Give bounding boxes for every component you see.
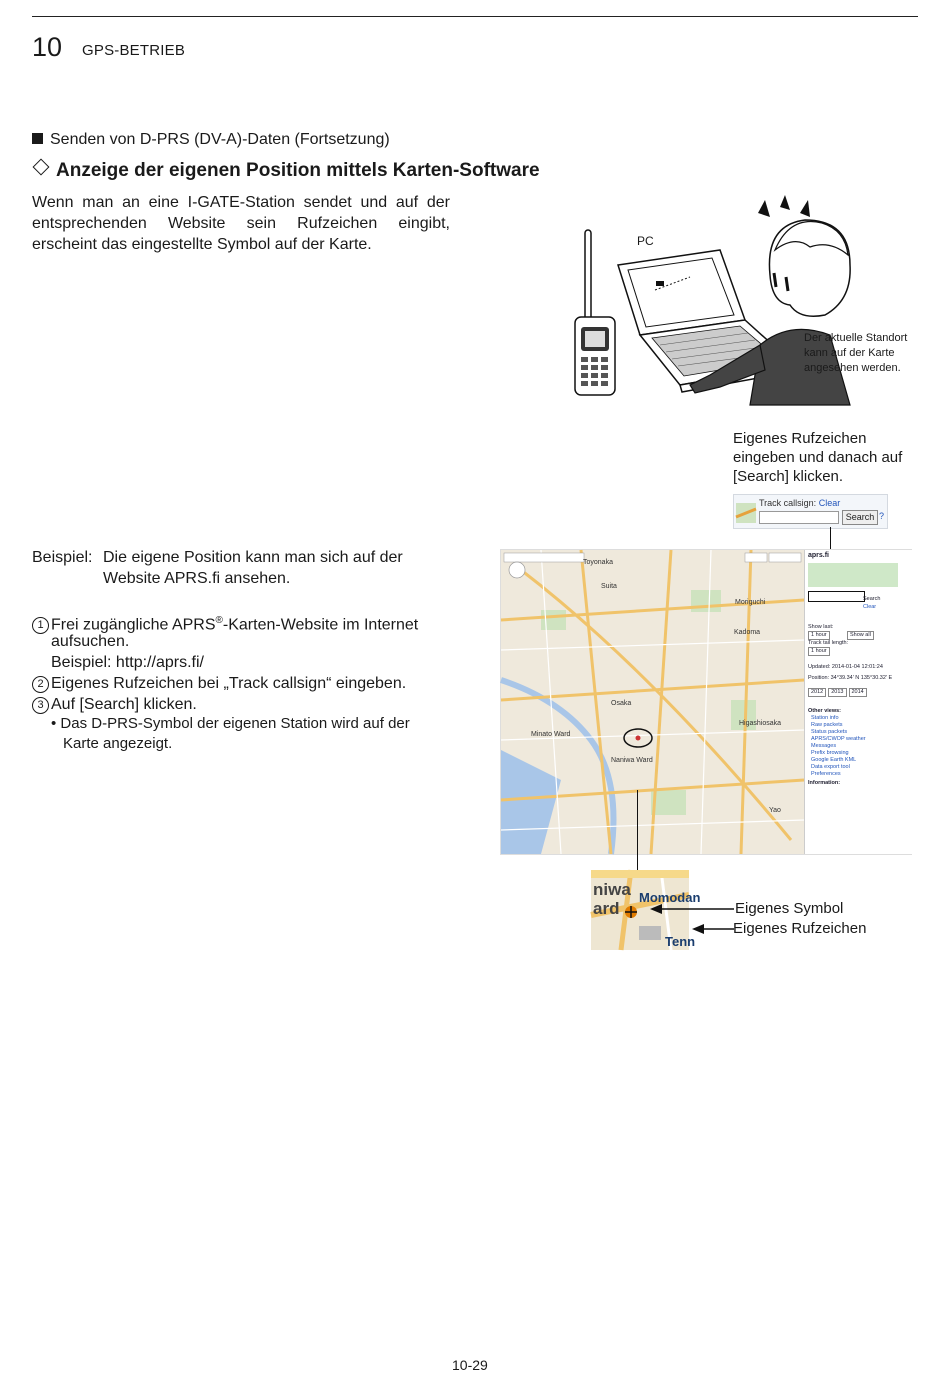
step-3: 3 Auf [Search] klicken. — [32, 694, 197, 715]
chapter-number: 10 — [32, 32, 63, 62]
zoom-callout-line — [637, 790, 638, 872]
place-label: Yao — [769, 807, 781, 814]
subheading-text: Anzeige der eigenen Position mittels Karten-Software — [56, 160, 540, 181]
track-tail-select[interactable]: 1 hour — [808, 647, 830, 656]
track-tail-label: Track tail length: — [808, 640, 849, 646]
intro-paragraph: Wenn man an eine I-GATE-Station sendet und auf der entsprechenden Website sein Rufzeichen eingibt, erscheint das eingestellte Symbol auf der Karte. — [32, 194, 450, 253]
place-label: Higashiosaka — [739, 720, 782, 727]
place-label: Naniwa Ward — [611, 757, 653, 764]
panel-link[interactable]: Messages — [811, 743, 837, 749]
step-number: 2 — [32, 676, 49, 693]
callsign-input[interactable] — [759, 511, 839, 524]
step-number: 3 — [32, 697, 49, 714]
show-last-label: Show last: — [808, 624, 834, 630]
subheading — [32, 159, 540, 183]
updated-text: Updated: 2014-01-04 12:01:24 — [808, 664, 883, 670]
aprs-side-panel — [804, 550, 912, 854]
search-button[interactable]: Search — [842, 510, 878, 525]
place-label: Osaka — [611, 700, 632, 707]
header-rule — [32, 16, 918, 17]
panel-clear[interactable]: Clear — [863, 604, 877, 610]
bullet-note: • Das D-PRS-Symbol der eigenen Station wird auf der — [51, 715, 410, 732]
example-text-cont: Website APRS.fi ansehen. — [103, 570, 291, 587]
panel-link[interactable]: Status packets — [811, 729, 848, 735]
panel-link[interactable]: Data export tool — [811, 764, 850, 770]
own-symbol-label: Eigenes Symbol — [735, 900, 844, 917]
callout-arrows — [650, 902, 735, 932]
place-label: Toyonaka — [583, 559, 613, 566]
example-text: Die eigene Position kann man sich auf der — [103, 549, 403, 566]
bullet-note-cont: Karte angezeigt. — [63, 735, 173, 752]
year-tab[interactable]: 2013 — [828, 688, 846, 697]
step-2: 2 Eigenes Rufzeichen bei „Track callsign“ eingeben. — [32, 673, 406, 694]
dprs-symbol-icon — [625, 906, 637, 918]
other-views-list — [811, 715, 866, 778]
zoom-label: Tenn — [665, 934, 696, 949]
year-tabs — [808, 688, 867, 697]
step-1-example: Beispiel: http://aprs.fi/ — [51, 654, 204, 671]
place-label: Moriguchi — [735, 599, 766, 606]
panel-link[interactable]: Prefix browsing — [811, 750, 849, 756]
own-callsign-label: Eigenes Rufzeichen — [733, 920, 867, 937]
page-number: 10-29 — [452, 1357, 488, 1373]
help-link[interactable]: ? — [879, 511, 885, 521]
map-view[interactable] — [501, 550, 804, 854]
speech-caption: Der aktuelle Standort kann auf der Karte angesehen werden. — [804, 332, 908, 374]
section-title — [32, 130, 390, 149]
year-tab[interactable]: 2012 — [808, 688, 826, 697]
example-label: Beispiel: — [32, 549, 93, 566]
square-bullet-icon — [32, 133, 43, 144]
panel-search[interactable]: Search — [863, 596, 881, 602]
chapter-title: GPS-BETRIEB — [82, 42, 186, 59]
site-name: aprs.fi — [808, 552, 830, 559]
ad-area — [808, 563, 898, 587]
panel-link[interactable]: Google Earth KML — [811, 757, 857, 763]
zoom-label: ard — [593, 899, 620, 918]
year-tab[interactable]: 2014 — [849, 688, 867, 697]
step-1: 1 Frei zugängliche APRS®-Karten-Website im Internet — [32, 610, 452, 635]
other-views-heading: Other views: — [808, 708, 842, 714]
section-title-text: Senden von D-PRS (DV-A)-Daten (Fortsetzung) — [50, 131, 390, 148]
panel-link[interactable]: APRS/CWOP weather — [811, 736, 866, 742]
panel-link[interactable]: Station info — [811, 715, 839, 721]
zoom-label: Momodan — [639, 890, 701, 905]
aprs-map-screenshot — [500, 549, 912, 855]
show-all-button[interactable]: Show all — [847, 631, 874, 640]
handheld-radio-icon — [575, 230, 615, 395]
track-callsign-box — [733, 494, 888, 529]
place-label: Kadoma — [734, 629, 761, 636]
pc-label: PC — [637, 234, 654, 248]
step-1-cont: aufsuchen. — [51, 633, 130, 650]
step-number: 1 — [32, 617, 49, 634]
callsign-field[interactable] — [808, 591, 865, 602]
track-callsign-label: Track callsign: Clear — [759, 498, 841, 508]
map-corner-icon — [736, 503, 756, 523]
diamond-icon — [33, 159, 50, 176]
position-text: Position: 34°39.34' N 135°30.32' E — [808, 675, 893, 681]
zoom-label: niwa — [593, 880, 631, 899]
place-label: Minato Ward — [531, 731, 571, 738]
clear-link[interactable]: Clear — [818, 498, 841, 508]
place-label: Suita — [601, 583, 617, 590]
panel-link[interactable]: Preferences — [811, 771, 841, 777]
panel-link[interactable]: Raw packets — [811, 722, 843, 728]
show-last-select[interactable]: 1 hour — [808, 631, 830, 640]
callsign-instruction: Eigenes Rufzeichen eingeben und danach auf [Search] klicken. — [733, 430, 903, 485]
information-heading: Information: — [808, 780, 841, 786]
